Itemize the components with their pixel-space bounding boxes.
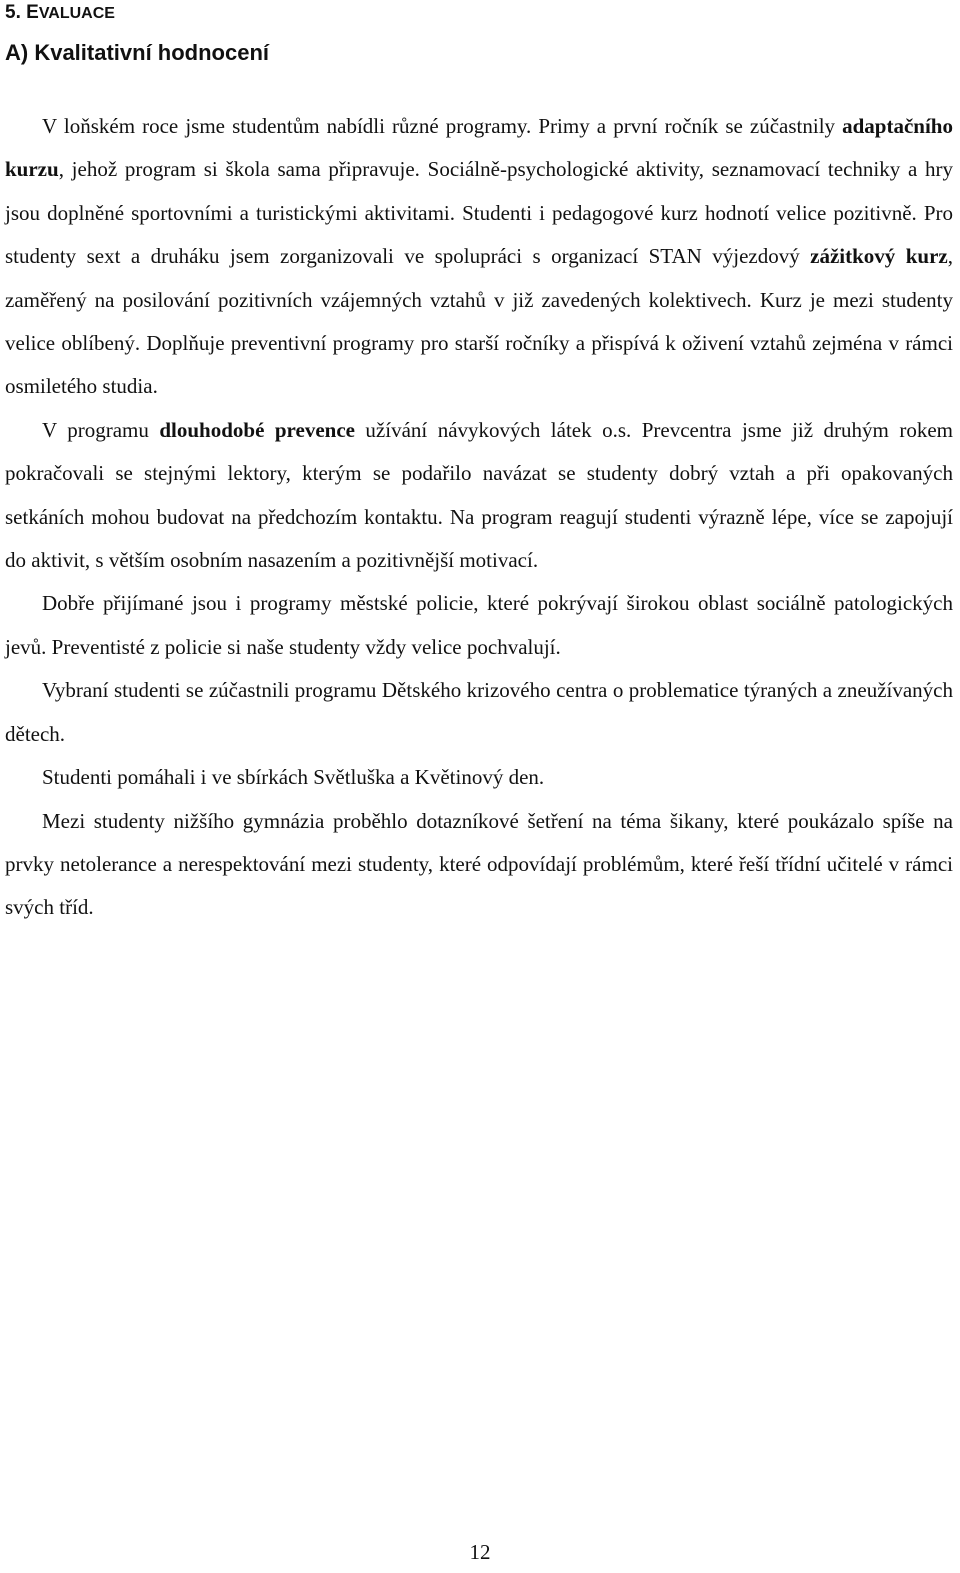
paragraph-adaptation-course — [5, 105, 953, 409]
text-run: V programu — [42, 417, 160, 442]
bold-term: zážitkový kurz — [810, 244, 948, 269]
paragraph-city-police: Dobře přijímané jsou i programy městské policie, které pokrývají širokou oblast sociálně patologických jevů. Preventisté z policie si naše studenty vždy velice pochvalují. — [5, 591, 953, 659]
body-text — [5, 105, 953, 930]
paragraph-bullying-survey: Mezi studenty nižšího gymnázia proběhlo dotazníkové šetření na téma šikany, které poukázalo spíše na prvky netolerance a nerespektování mezi studenty, které odpovídají problémům, které řeší třídní učitelé v rámci svých tříd. — [5, 808, 953, 920]
text-run: , jehož program si škola sama připravuje. Sociálně-psychologické aktivity, seznamovací techniky a hry jsou doplněné sportovními a turistickými aktivitami. Studenti i pedagogové kurz hodnotí velice pozitivně. Pro studenty sext a druháku jsem zorganizovali ve spolupráci s organizací STAN výjezdový — [5, 157, 953, 269]
chapter-title-rest: VALUACE — [38, 5, 115, 22]
paragraph-charity-collections: Studenti pomáhali i ve sbírkách Světluška a Květinový den. — [42, 765, 545, 790]
paragraph-crisis-centre: Vybraní studenti se zúčastnili programu Dětského krizového centra o problematice týraných a zneužívaných dětech. — [5, 678, 953, 746]
bold-term: dlouhodobé prevence — [159, 417, 355, 442]
paragraph-long-term-prevention — [5, 409, 953, 583]
text-run: , zaměřený na posilování pozitivních vzájemných vztahů v již zavedených kolektivech. Kurz je mezi studenty velice oblíbený. Doplňuje preventivní programy pro starší ročníky a přispívá k oživení vztahů zejména v rámci osmiletého studia. — [5, 244, 953, 399]
page-number: 12 — [469, 1540, 491, 1564]
text-run: užívání návykových látek o.s. Prevcentra jsme již druhým rokem pokračovali se stejnými lektory, kterým se podařilo navázat se studenty dobrý vztah a při opakovaných setkáních mohou budovat na předchozím kontaktu. Na program reagují studenti výrazně lépe, více se zapojují do aktivit, s větším osobním nasazením a pozitivnější motivací. — [5, 417, 953, 573]
text-run: V loňském roce jsme studentům nabídli různé programy. Primy a první ročník se zúčastnily — [42, 114, 843, 138]
bold-term: adaptačního kurzu — [5, 114, 953, 182]
chapter-heading — [5, 0, 115, 27]
chapter-number: 5. E — [5, 2, 39, 23]
section-heading: A) Kvalitativní hodnocení — [5, 40, 270, 65]
